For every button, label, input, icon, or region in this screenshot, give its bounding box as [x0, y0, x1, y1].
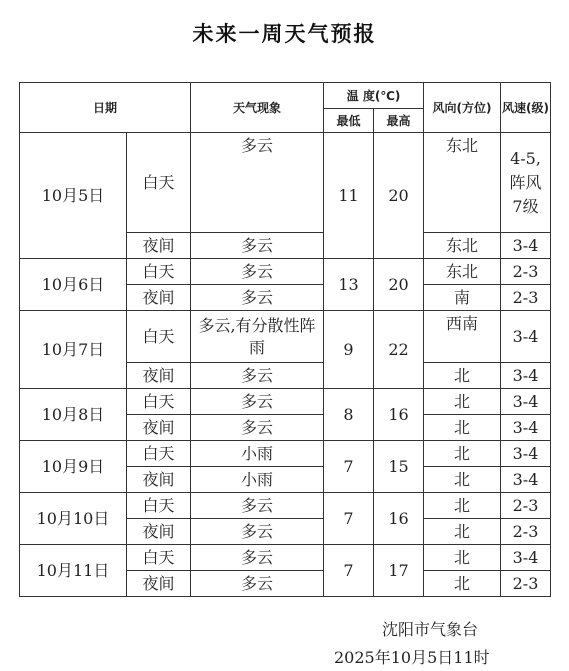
- period-cell: 白天: [127, 493, 191, 519]
- period-cell: 夜间: [127, 519, 191, 545]
- wind-direction-cell: 东北: [424, 133, 501, 233]
- table-row: [20, 545, 551, 571]
- weather-cell: 多云: [191, 493, 324, 519]
- temp-low-cell: 8: [324, 389, 374, 441]
- wind-speed-cell: 3-4: [501, 441, 551, 467]
- wind-direction-cell: 北: [424, 545, 501, 571]
- period-cell: 白天: [127, 133, 191, 233]
- weather-cell: 小雨: [191, 467, 324, 493]
- weather-cell: 多云: [191, 133, 324, 233]
- weather-cell: 多云: [191, 363, 324, 389]
- wind-direction-cell: 北: [424, 467, 501, 493]
- temp-low-cell: 9: [324, 311, 374, 389]
- wind-speed-cell: 3-4: [501, 415, 551, 441]
- wind-direction-cell: 北: [424, 571, 501, 597]
- wind-direction-cell: 南: [424, 285, 501, 311]
- temp-low-cell: 7: [324, 545, 374, 597]
- temp-high-cell: 16: [374, 493, 424, 545]
- period-cell: 白天: [127, 389, 191, 415]
- header-weather: 天气现象: [191, 83, 324, 133]
- period-cell: 夜间: [127, 467, 191, 493]
- table-row: [20, 441, 551, 467]
- wind-speed-cell: 3-4: [501, 311, 551, 363]
- period-cell: 白天: [127, 259, 191, 285]
- wind-speed-cell: 4-5,阵风7级: [501, 133, 551, 233]
- wind-direction-cell: 北: [424, 415, 501, 441]
- weather-cell: 多云: [191, 545, 324, 571]
- table-row: [20, 133, 551, 233]
- header-date: 日期: [20, 83, 191, 133]
- wind-direction-cell: 东北: [424, 233, 501, 259]
- page-title: 未来一周天气预报: [192, 22, 377, 46]
- period-cell: 夜间: [127, 285, 191, 311]
- weather-cell: 多云: [191, 233, 324, 259]
- header-temp-high: 最高: [374, 109, 424, 133]
- date-cell: 10月8日: [20, 389, 127, 441]
- weather-cell: 小雨: [191, 441, 324, 467]
- wind-speed-cell: 3-4: [501, 363, 551, 389]
- wind-speed-cell: 2-3: [501, 571, 551, 597]
- wind-speed-cell: 2-3: [501, 519, 551, 545]
- table-row: [20, 311, 551, 363]
- period-cell: 夜间: [127, 415, 191, 441]
- wind-direction-cell: 北: [424, 363, 501, 389]
- wind-speed-cell: 3-4: [501, 467, 551, 493]
- period-cell: 夜间: [127, 233, 191, 259]
- table-row: [20, 259, 551, 285]
- wind-direction-cell: 东北: [424, 259, 501, 285]
- temp-low-cell: 7: [324, 493, 374, 545]
- header-wind-direction: 风向(方位): [424, 83, 501, 133]
- weather-cell: 多云: [191, 389, 324, 415]
- wind-direction-cell: 北: [424, 441, 501, 467]
- period-cell: 夜间: [127, 571, 191, 597]
- temp-high-cell: 15: [374, 441, 424, 493]
- wind-direction-cell: 北: [424, 389, 501, 415]
- weather-cell: 多云: [191, 571, 324, 597]
- temp-low-cell: 13: [324, 259, 374, 311]
- date-cell: 10月11日: [20, 545, 127, 597]
- period-cell: 白天: [127, 545, 191, 571]
- weather-cell: 多云,有分散性阵雨: [191, 311, 324, 363]
- temp-high-cell: 22: [374, 311, 424, 389]
- issuing-organization: 沈阳市气象台: [382, 620, 479, 639]
- weather-cell: 多云: [191, 259, 324, 285]
- header-wind-speed: 风速(级): [501, 83, 551, 133]
- wind-speed-cell: 2-3: [501, 285, 551, 311]
- wind-speed-cell: 2-3: [501, 259, 551, 285]
- temp-low-cell: 11: [324, 133, 374, 259]
- period-cell: 白天: [127, 311, 191, 363]
- period-cell: 夜间: [127, 363, 191, 389]
- date-cell: 10月7日: [20, 311, 127, 389]
- wind-direction-cell: 北: [424, 519, 501, 545]
- table-row: [20, 389, 551, 415]
- wind-speed-cell: 3-4: [501, 233, 551, 259]
- wind-speed-cell: 2-3: [501, 493, 551, 519]
- issue-time: 2025年10月5日11时: [334, 648, 490, 667]
- wind-direction-cell: 北: [424, 493, 501, 519]
- forecast-table: [19, 82, 551, 597]
- date-cell: 10月9日: [20, 441, 127, 493]
- wind-speed-cell: 3-4: [501, 545, 551, 571]
- temp-low-cell: 7: [324, 441, 374, 493]
- header-temperature: 温 度(℃): [324, 83, 424, 109]
- weather-cell: 多云: [191, 415, 324, 441]
- period-cell: 白天: [127, 441, 191, 467]
- wind-speed-cell: 3-4: [501, 389, 551, 415]
- date-cell: 10月6日: [20, 259, 127, 311]
- table-row: [20, 493, 551, 519]
- weather-cell: 多云: [191, 285, 324, 311]
- weather-cell: 多云: [191, 519, 324, 545]
- temp-high-cell: 17: [374, 545, 424, 597]
- temp-high-cell: 20: [374, 259, 424, 311]
- date-cell: 10月10日: [20, 493, 127, 545]
- header-temp-low: 最低: [324, 109, 374, 133]
- temp-high-cell: 16: [374, 389, 424, 441]
- wind-direction-cell: 西南: [424, 311, 501, 363]
- temp-high-cell: 20: [374, 133, 424, 259]
- date-cell: 10月5日: [20, 133, 127, 259]
